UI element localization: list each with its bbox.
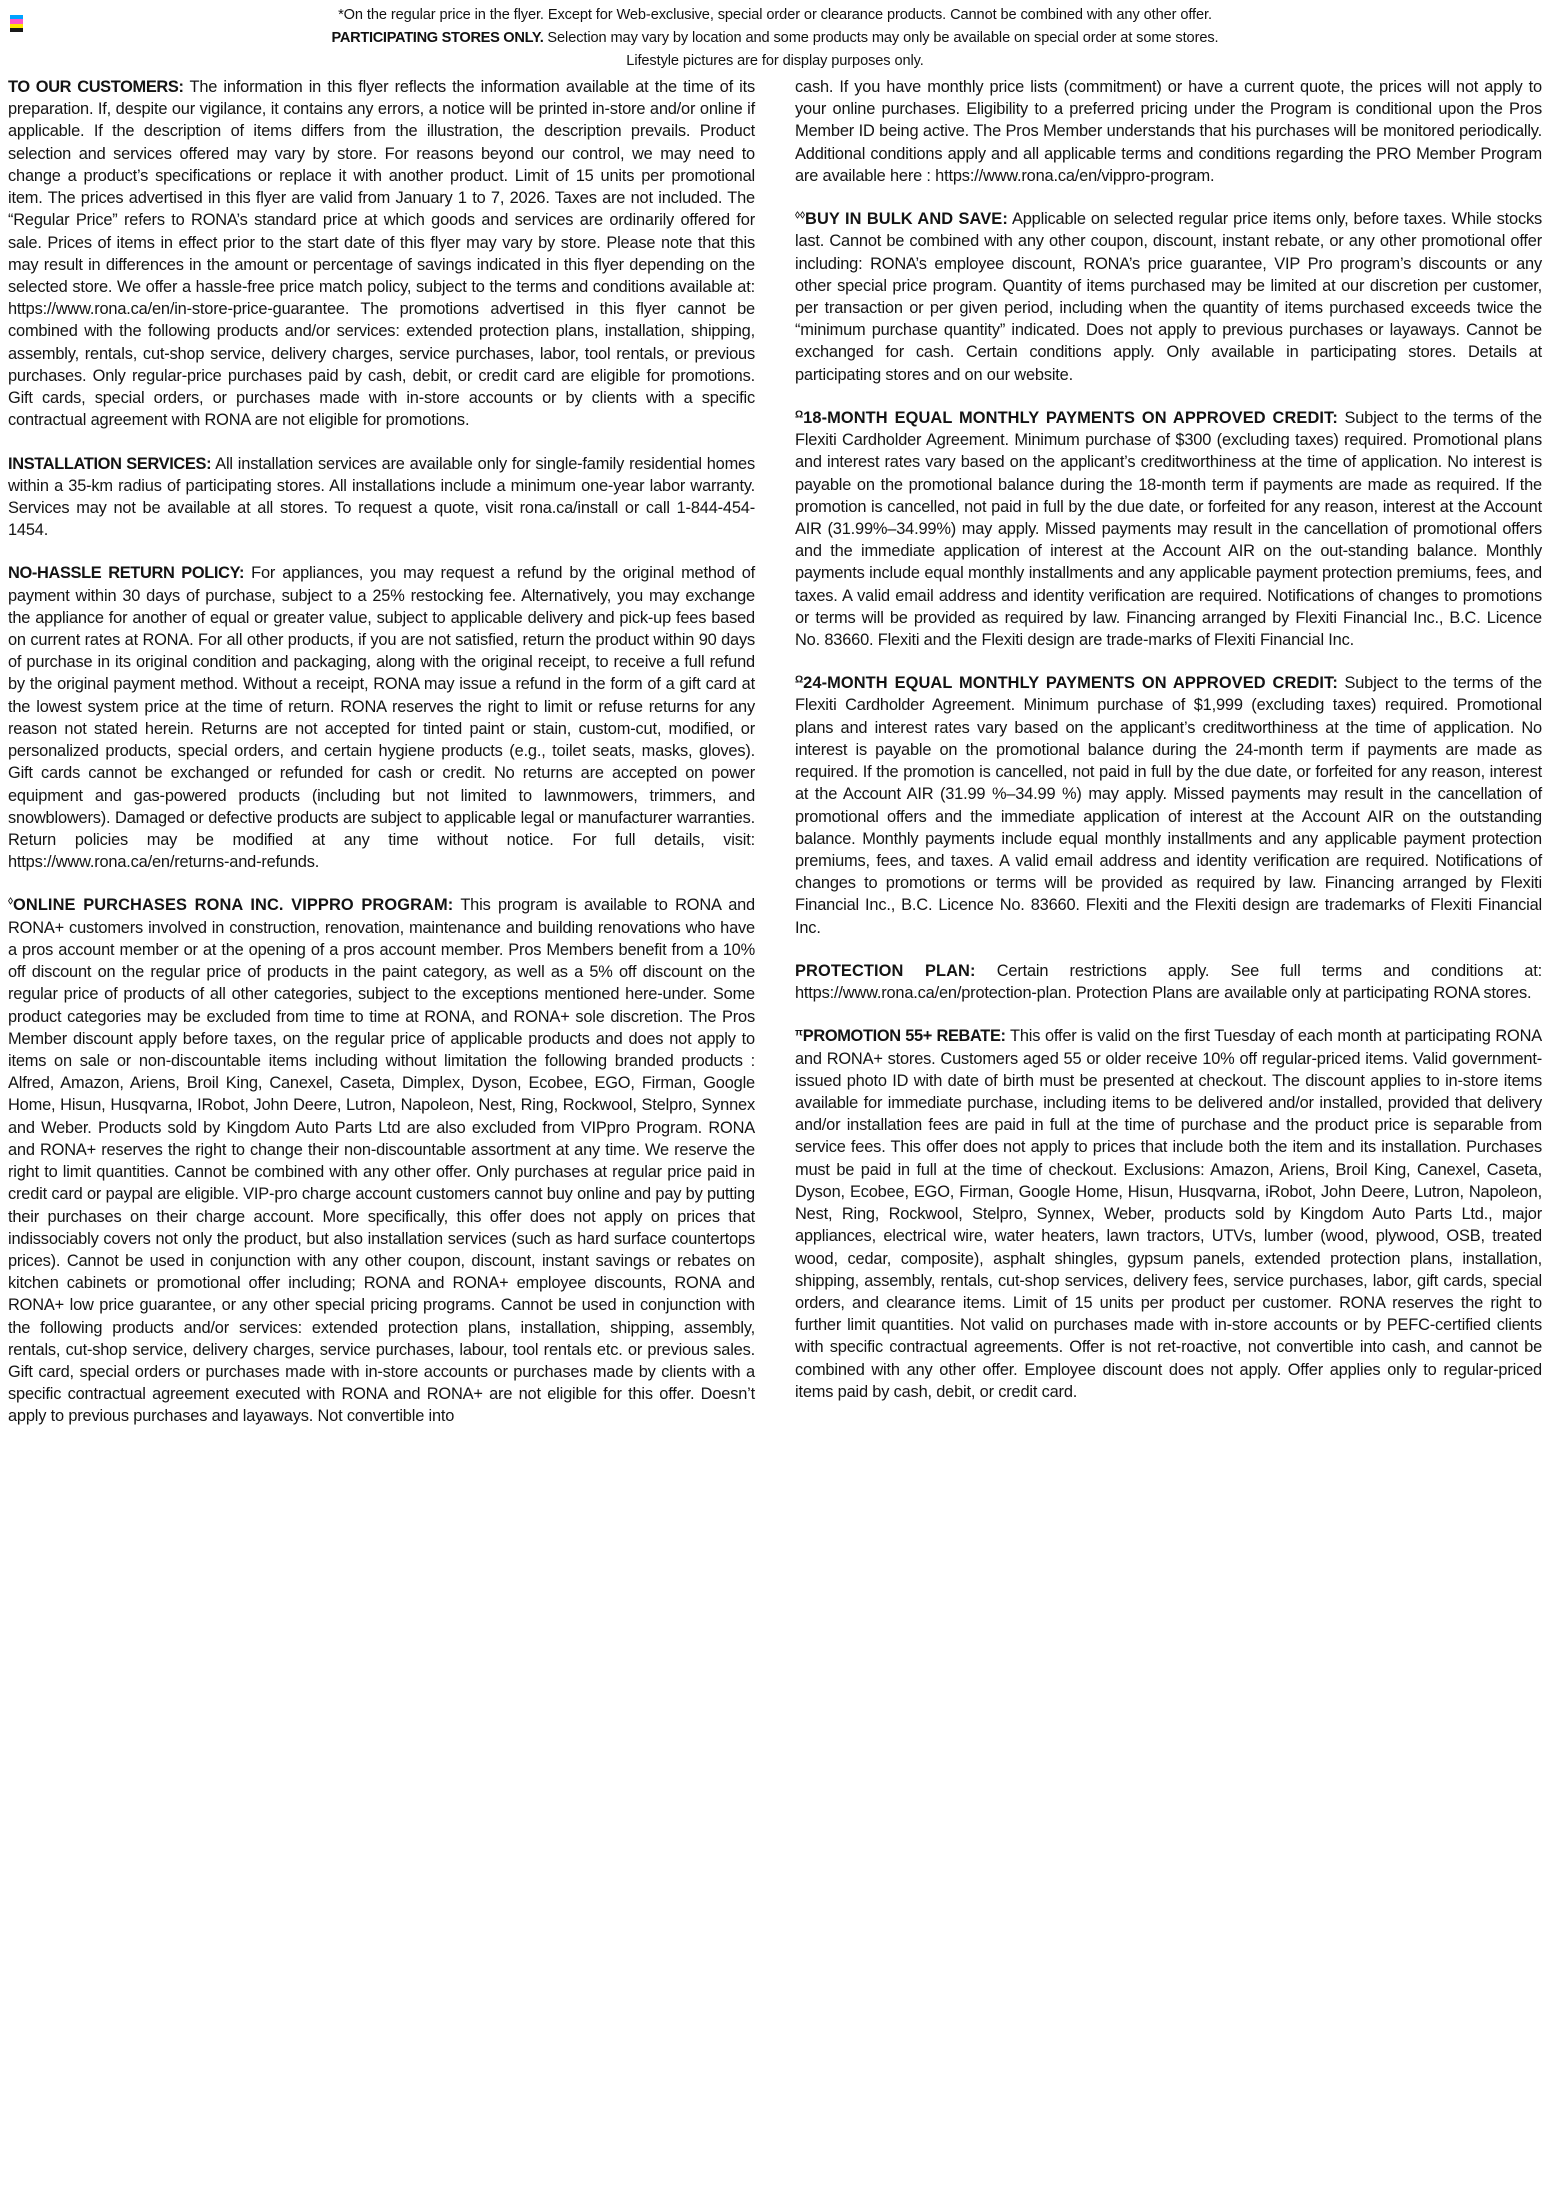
participating-stores-label: PARTICIPATING STORES ONLY. — [331, 29, 544, 46]
paragraph-protection-plan — [795, 960, 1542, 1004]
paragraph-text: Certain restrictions apply. See full terms and conditions at: https://www.rona.ca/en/protection-plan. Protection Plans are available only at participating RONA stores. — [795, 961, 1542, 1003]
paragraph-promotion-55-plus-rebate — [795, 1025, 1542, 1403]
paragraph-text: Subject to the terms of the Flexiti Cardholder Agreement. Minimum purchase of $1,999 (excluding taxes) required. Promotional plans and interest rates vary based on the applicant’s creditworthiness at the time of application. No interest is payable on the promotional balance during the 24-month term if payments are made as required. If the promotion is cancelled, not paid in full by the due date, or forfeited for any reason, interest at the Account AIR (31.99 %–34.99 %) may apply. Missed payments may result in the cancellation of promotional offers and the immediate application of interest at the Account AIR on the outstanding balance. Monthly payments include equal monthly installments and any applicable payment protection premiums, fees, and taxes. A valid email address and identity verification are required. Notifications of changes to promotions or terms will be provided as required by law. Financing arranged by Flexiti Financial Inc., B.C. Licence No. 83660. Flexiti and the Flexiti design are trademarks of Flexiti Financial Inc. — [795, 674, 1542, 937]
paragraph-online-purchases-vippro — [8, 894, 755, 1427]
paragraph-no-hassle-return-policy — [8, 562, 755, 873]
top-notice-line-3: Lifestyle pictures are for display purposes only. — [626, 52, 924, 69]
top-disclaimer-notice — [0, 0, 1550, 72]
paragraph-heading: INSTALLATION SERVICES: — [8, 454, 212, 473]
paragraph-text: The information in this flyer reflects the information available at the time of its preparation. If, despite our vigilance, it contains any errors, a notice will be printed in-store and/or online if applicable. If the description of items differs from the illustration, the description prevails. Product selection and services offered may vary by store. For reasons beyond our control, we may need to change a product’s specifications or replace it with another product. Limit of 15 units per promotional item. The prices advertised in this flyer are valid from January 1 to 7, 2026. Taxes are not included. The “Regular Price” refers to RONA’s standard price at which goods and services are ordinarily offered for sale. Prices of items in effect prior to the start date of this flyer may vary by store. Please note that this may result in differences in the amount or percentage of savings indicated in this flyer depending on the selected store. We offer a hassle-free price match policy, subject to the terms and conditions available at: https://www.rona.ca/en/in-store-price-guarantee. The promotions advertised in this flyer cannot be combined with the following products and/or services: extended protection plans, installation, shipping, assembly, rentals, cut-shop service, delivery charges, service purchases, labor, tool rentals, or previous purchases. Only regular-price purchases paid by cash, debit, or credit card are eligible for promotions. Gift cards, special orders, or purchases made with in-store accounts or by clients with a specific contractual agreement with RONA are not eligible for promotions. — [8, 78, 755, 430]
left-column — [5, 76, 755, 2209]
top-notice-line-1: *On the regular price in the flyer. Except for Web-exclusive, special order or clearance products. Cannot be combined with any other offer. — [338, 7, 1212, 23]
paragraph-heading: TO OUR CUSTOMERS: — [8, 78, 184, 96]
footnote-marker: Ω — [795, 409, 804, 421]
footnote-marker: ◊◊ — [795, 210, 806, 222]
paragraph-text: cash. If you have monthly price lists (commitment) or have a current quote, the prices will not apply to your online purchases. Eligibility to a preferred pricing under the Program is conditional upon the Pros Member ID being active. The Pros Member understands that his purchases will be monitored periodically. Additional conditions apply and all applicable terms and conditions regarding the PRO Member Program are available here : https://www.rona.ca/en/vippro-program. — [795, 78, 1542, 185]
paragraph-text: This offer is valid on the first Tuesday of each month at participating RONA and RONA+ stores. Customers aged 55 or older receive 10% off regular-priced items. Valid government-issued photo ID with date of birth must be presented at checkout. The discount applies to in-store items available for immediate purchase, including items to be delivered and/or installed, provided that delivery and/or installation fees are paid in full at the time of purchase and the product price is separable from service fees. This offer does not apply to prices that include both the item and its installation. Purchases must be paid in full at the time of checkout. Exclusions: Amazon, Ariens, Broil King, Canexel, Caseta, Dyson, Ecobee, EGO, Firman, Google Home, Hisun, Husqvarna, iRobot, John Deere, Lutron, Napoleon, Nest, Ring, Rockwool, Stelpro, Synnex, Weber, products sold by Kingdom Auto Parts Ltd., major appliances, electrical wire, water heaters, lawn tractors, UTVs, lumber (wood, plywood, OSB, treated wood, cedar, composite), asphalt shingles, gypsum panels, extended protection plans, installation, shipping, assembly, rentals, cut-shop services, delivery fees, service purchases, labor, gift cards, special orders, and clearance items. Limit of 15 units per product per customer. RONA reserves the right to further limit quantities. Not valid on purchases made with in-store accounts or by PEFC-certified clients with specific contractual agreements. Offer is not ret-roactive, not convertible into cash, and cannot be combined with any other offer. Employee discount does not apply. Offer applies only to regular-priced items paid by cash, debit, or credit card. — [795, 1027, 1543, 1401]
paragraph-24-month-equal-monthly-payments — [795, 672, 1542, 939]
participating-stores-text: Selection may vary by location and some products may only be available on special order at some stores. — [543, 29, 1219, 46]
top-notice-line-2 — [0, 27, 1550, 50]
paragraph-heading: PROTECTION PLAN: — [795, 961, 976, 980]
paragraph-heading: BUY IN BULK AND SAVE: — [805, 210, 1008, 229]
right-column — [795, 76, 1545, 2209]
paragraph-heading: 18-MONTH EQUAL MONTHLY PAYMENTS ON APPROVED CREDIT: — [803, 408, 1338, 427]
paragraph-heading: PROMOTION 55+ REBATE: — [802, 1027, 1006, 1046]
paragraph-heading: NO-HASSLE RETURN POLICY: — [8, 564, 245, 583]
paragraph-heading: 24-MONTH EQUAL MONTHLY PAYMENTS ON APPROVED CREDIT: — [803, 674, 1338, 693]
paragraph-text: This program is available to RONA and RONA+ customers involved in construction, renovation, maintenance and building renovations who have a pros account member or at the opening of a pros account member. Pros Members benefit from a 10% off discount on the regular price of products in the paint category, as well as a 5% off discount on the regular price of products of all other categories, subject to the exceptions mentioned here-under. Some product categories may be excluded from time to time at RONA, and RONA+ sole discretion. The Pros Member discount apply before taxes, on the regular price of applicable products and does not apply to items on sale or non-discountable items including without limitation the following branded products : Alfred, Amazon, Ariens, Broil King, Canexel, Caseta, Dimplex, Dyson, Ecobee, EGO, Firman, Google Home, Hisun, Husqvarna, IRobot, John Deere, Lutron, Napoleon, Nest, Ring, Rockwool, Stelpro, Synnex and Weber. Products sold by Kingdom Auto Parts Ltd are also excluded from VIPpro Program. RONA and RONA+ reserves the right to change their non-discountable assortment at any time. We reserve the right to limit quantities. Cannot be combined with any other offer. Only purchases at regular price paid in credit card or paypal are eligible. VIP-pro charge account customers cannot buy online and pay by putting their purchases on their charge account. More specifically, this offer does not apply on prices that indissociably covers not only the product, but also installation services (such as hard surface countertops prices). Cannot be used in conjunction with any other coupon, discount, instant savings or rebates on kitchen cabinets or promotional offer including; RONA and RONA+ employee discounts, RONA and RONA+ low price guarantee, or any other special pricing programs. Cannot be used in conjunction with the following products and/or services: extended protection plans, installation, shipping, assembly, rentals, cut-shop service, delivery charges, service purchases, labour, tool rentals etc. or previous sales. Gift card, special orders or purchases made with in-store accounts or purchases made by clients with a specific contractual agreement executed with RONA and RONA+ are not eligible for this offer. Doesn’t apply to previous purchases and layaways. Not convertible into — [8, 896, 755, 1426]
footnote-marker: ◊ — [8, 897, 14, 909]
paragraph-installation-services — [8, 453, 755, 542]
paragraph-18-month-equal-monthly-payments — [795, 407, 1542, 651]
paragraph-heading: ONLINE PURCHASES RONA INC. VIPPRO PROGRAM: — [13, 896, 454, 915]
paragraph-buy-in-bulk-and-save — [795, 208, 1542, 386]
legal-terms-body — [0, 76, 1550, 2209]
footnote-marker: π — [795, 1028, 803, 1040]
paragraph-text: For appliances, you may request a refund by the original method of payment within 30 days of purchase, subject to a 25% restocking fee. Alternatively, you may exchange the appliance for another of equal or greater value, subject to applicable delivery and pick-up fees based on current rates at RONA. For all other products, if you are not satisfied, return the product within 90 days of purchase in its original condition and packaging, along with the original receipt, to receive a full refund by the original payment method. Without a receipt, RONA may issue a refund in the form of a gift card at the lowest system price at the time of return. RONA reserves the right to limit or refuse returns for any reason not stated herein. Returns are not accepted for tinted paint or stain, custom-cut, modified, or personalized products, special orders, and certain hygiene products (e.g., toilet seats, masks, gloves). Gift cards cannot be exchanged or refunded for cash or credit. No returns are accepted on power equipment and gas-powered products (including but not limited to lawnmowers, trimmers, and snowblowers). Damaged or defective products are subject to applicable legal or manufacturer warranties. Return policies may be modified at any time without notice. For full details, visit: https://www.rona.ca/en/returns-and-refunds. — [8, 564, 755, 872]
paragraph-to-our-customers — [8, 76, 755, 432]
paragraph-text: Subject to the terms of the Flexiti Cardholder Agreement. Minimum purchase of $300 (excluding taxes) required. Promotional plans and interest rates vary based on the applicant’s creditworthiness at the time of application. No interest is payable on the promotional balance during the 18-month term if payments are made as required. If the promotion is cancelled, not paid in full by the due date, or forfeited for any reason, interest at the Account AIR (31.99%–34.99%) may apply. Missed payments may result in the cancellation of promotional offers and the immediate application of interest at the Account AIR on the out-standing balance. Monthly payments include equal monthly installments and any applicable payment protection premiums, fees, and taxes. A valid email address and identity verification are required. Notifications of changes to promotions or terms will be provided as required by law. Financing arranged by Flexiti Financial Inc., B.C. Licence No. 83660. Flexiti and the Flexiti design are trade-marks of Flexiti Financial Inc. — [795, 408, 1542, 650]
paragraph-text: All installation services are available only for single-family residential homes within a 35-km radius of participating stores. All installations include a minimum one-year labor warranty. Services may not be available at all stores. To request a quote, visit rona.ca/install or call 1-844-454-1454. — [8, 454, 756, 540]
paragraph-vippro-continued — [795, 76, 1542, 187]
footnote-marker: Ω — [795, 674, 804, 686]
paragraph-text: Applicable on selected regular price items only, before taxes. While stocks last. Cannot be combined with any other coupon, discount, instant rebate, or any other promotional offer including: RONA’s employee discount, RONA’s price guarantee, VIP Pro program’s discounts or any other special price program. Quantity of items purchased may be limited at our discretion per customer, per transaction or per given period, including when the quantity of items purchased exceeds twice the “minimum purchase quantity” indicated. Does not apply to previous purchases or layaways. Cannot be exchanged for cash. Certain conditions apply. Only available in participating stores. Details at participating stores and on our website. — [795, 210, 1542, 384]
